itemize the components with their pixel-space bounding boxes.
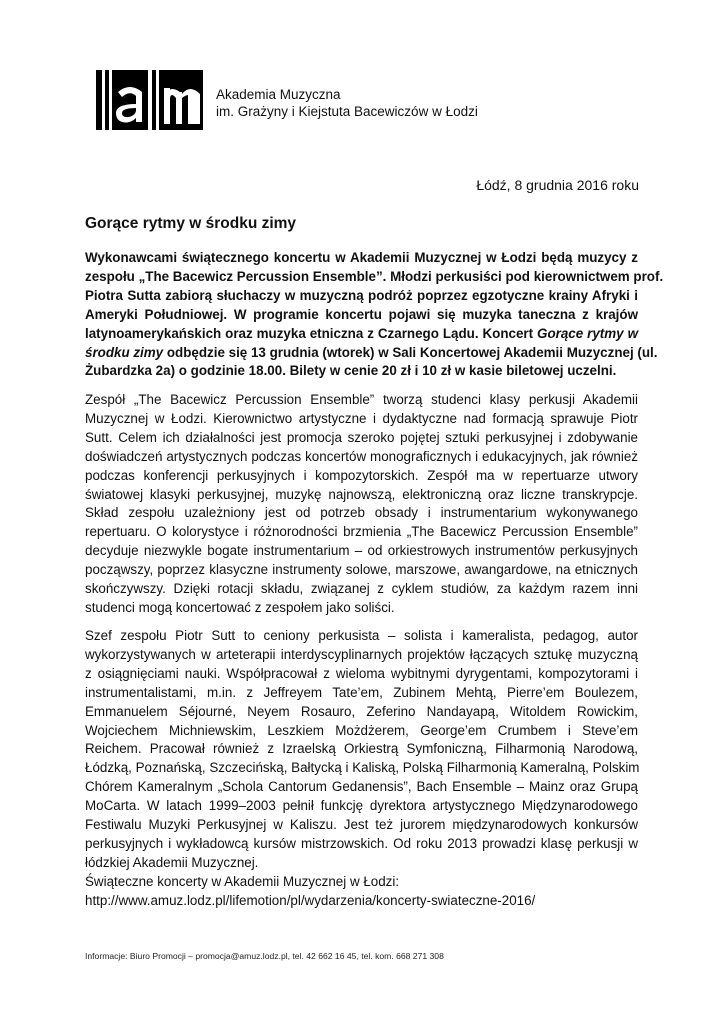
text-line: Emmanuelem Séjourné, Neyem Rosauro, Zeferino Nandayapą, Witoldem Rowickim, xyxy=(85,703,638,719)
org-subtitle: im. Grażyny i Kiejstuta Bacewiczów w Łodzi xyxy=(216,104,478,119)
concert-title-emphasis: Gorące rytmy w xyxy=(537,325,638,341)
text-line: począwszy, poprzez klasyczne instrumenty solowe, marszowe, awangardowe, na etnicznych xyxy=(85,562,638,578)
text-line: Sutt. Celem ich działalności jest promocja szeroko pojętej sztuki perkusyjnej i zdobywanie xyxy=(85,429,638,445)
text-line: MoCarta. W latach 1999–2003 pełnił funkcję dyrektora artystycznego Międzynarodowego xyxy=(85,798,638,814)
text-line: Szef zespołu Piotr Sutt to ceniony perkusista – solista i kameralista, pedagog, autor xyxy=(85,628,638,643)
academy-logo xyxy=(96,70,206,130)
text-line: Żubardzka 2a) o godzinie 18.00. Bilety w cenie 20 zł i 10 zł w kasie biletowej uczelni. xyxy=(85,363,617,379)
lead-paragraph xyxy=(85,249,664,381)
text-line: Zespół „The Bacewicz Percussion Ensemble” tworzą studenci klasy perkusji Akademii xyxy=(85,392,638,407)
footer-contact: Informacje: Biuro Promocji – promocja@amuz.lodz.pl, tel. 42 662 16 45, tel. kom. 668 271 308 xyxy=(85,951,444,961)
text-line: Wykonawcami świątecznego koncertu w Akademii Muzycznej w Łodzi będą muzycy z xyxy=(85,250,638,265)
concerts-link[interactable]: http://www.amuz.lodz.pl/lifemotion/pl/wydarzenia/koncerty-swiateczne-2016/ xyxy=(85,892,536,908)
text-line: Piotra Sutta zabiorą słuchaczy w muzyczną podróż poprzez egzotyczne krainy Afryki i xyxy=(85,287,638,303)
text-line: instrumentalistami, m.in. z Jeffreyem Tate’em, Zubinem Mehtą, Pierre’em Boulezem, xyxy=(85,684,638,700)
text-line: Ameryki Południowej. W programie koncertu pojawi się muzyka taneczna z krajów xyxy=(85,306,638,322)
text-line: Festiwalu Muzyki Perkusyjnej w Kaliszu. Jest też jurorem międzynarodowych konkursów xyxy=(85,817,638,833)
document-date: Łódź, 8 grudnia 2016 roku xyxy=(476,177,639,193)
text-line: doświadczeń artystycznych podczas koncertów monograficznych i edukacyjnych, jak również xyxy=(85,448,638,464)
links-label: Świąteczne koncerty w Akademii Muzycznej w Łodzi: xyxy=(85,874,400,889)
org-name: Akademia Muzyczna xyxy=(216,87,341,102)
text-line: Reichem. Pracował również z Izraelską Orkiestrą Symfoniczną, Filharmonią Narodową, xyxy=(85,741,638,757)
text-line: Chórem Kameralnym „Schola Cantorum Gedanensis”, Bach Ensemble – Mainz oraz Grupą xyxy=(85,779,638,795)
ensemble-paragraph xyxy=(85,391,638,618)
text-line: perkusyjnych i wykładowcą kursów mistrzowskich. Od roku 2013 prowadzi klasę perkusji w xyxy=(85,835,638,851)
text-line: Łódzką, Poznańską, Szczecińską, Bałtycką i Kaliską, Polską Filharmonią Kameralną, Polskim xyxy=(85,760,640,776)
links-paragraph xyxy=(85,873,638,911)
text-line: Skład zespołu uzależniony jest od potrzeb obsady i instrumentarium wykonywanego xyxy=(85,505,638,521)
text-line: łódzkiej Akademii Muzycznej. xyxy=(85,854,259,870)
text-line: skończywszy. Dzięki rotacji składu, związanej z cyklem studiów, za każdym razem inni xyxy=(85,581,638,597)
document-title: Gorące rytmy w środku zimy xyxy=(85,215,297,232)
director-paragraph xyxy=(85,627,638,873)
text-line: wykorzystywanych w arteterapii interdyscyplinarnych projektów łączących sztukę muzyczną xyxy=(85,646,638,662)
text-line: studenci mogą koncertować z zespołem jako soliści. xyxy=(85,599,395,615)
text-line: zespołu „The Bacewicz Percussion Ensemble”. Młodzi perkusiści pod kierownictwem prof. xyxy=(85,268,664,284)
text-line xyxy=(85,344,658,363)
text-line xyxy=(85,325,638,344)
text-line: z osiągnięciami nauki. Współpracował z wieloma wybitnymi dyrygentami, kompozytorami i xyxy=(85,665,638,681)
text-run: odbędzie się 13 grudnia (wtorek) w Sali Koncertowej Akademii Muzycznej (ul. xyxy=(166,344,658,360)
text-line: decyduje niezwykle bogate instrumentarium – od orkiestrowych instrumentów perkusyjnych xyxy=(85,543,638,559)
text-line: światowej klasyki perkusyjnej, muzykę najnowszą, elektroniczną oraz liczne transkrypcje. xyxy=(85,486,638,502)
text-run: latynoamerykańskich oraz muzyka etniczna z Czarnego Lądu. Koncert xyxy=(85,325,534,341)
text-line: Wojciechem Michniewskim, Leszkiem Możdżerem, George’em Crumbem i Steve’em xyxy=(85,722,638,738)
concert-title-emphasis: środku zimy xyxy=(85,344,164,360)
text-line: Muzycznej w Łodzi. Kierownictwo artystyczne i dydaktyczne nad formacją sprawuje Piotr xyxy=(85,410,638,426)
text-line: podczas konferencji perkusyjnych i kompozytorskich. Zespół ma w repertuarze utwory xyxy=(85,467,638,483)
text-line: repertuaru. O kolorystyce i różnorodności brzmienia „The Bacewicz Percussion Ensemble” xyxy=(85,524,638,540)
